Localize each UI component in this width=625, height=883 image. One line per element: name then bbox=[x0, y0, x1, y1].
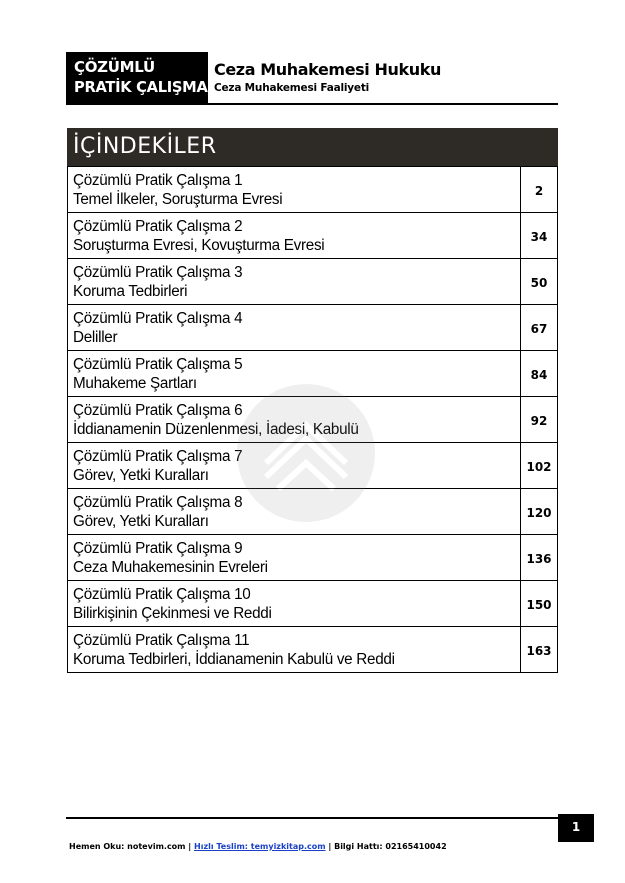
toc-entry bbox=[68, 305, 521, 351]
toc-entry bbox=[68, 213, 521, 259]
toc-table bbox=[67, 166, 558, 673]
table-of-contents bbox=[67, 128, 558, 673]
toc-entry-title: Çözümlü Pratik Çalışma 3 bbox=[73, 264, 243, 281]
toc-entry-title: Çözümlü Pratik Çalışma 7 bbox=[73, 448, 243, 465]
toc-row[interactable] bbox=[68, 397, 558, 443]
toc-entry-title: Çözümlü Pratik Çalışma 5 bbox=[73, 356, 243, 373]
toc-entry-subtitle: Görev, Yetki Kuralları bbox=[73, 513, 209, 530]
phone-info: Bilgi Hattı: 02165410042 bbox=[334, 842, 447, 851]
toc-row[interactable] bbox=[68, 351, 558, 397]
toc-row[interactable] bbox=[68, 489, 558, 535]
toc-entry-subtitle: Ceza Muhakemesinin Evreleri bbox=[73, 559, 268, 576]
toc-page-number: 34 bbox=[521, 213, 558, 259]
toc-row[interactable] bbox=[68, 627, 558, 673]
toc-entry-title: Çözümlü Pratik Çalışma 10 bbox=[73, 586, 251, 603]
toc-entry bbox=[68, 581, 521, 627]
footer-separator: | bbox=[325, 842, 335, 851]
toc-row[interactable] bbox=[68, 443, 558, 489]
toc-entry-subtitle: İddianamenin Düzenlenmesi, İadesi, Kabulü bbox=[73, 421, 359, 438]
toc-row[interactable] bbox=[68, 581, 558, 627]
toc-entry bbox=[68, 397, 521, 443]
footer-separator: | bbox=[185, 842, 195, 851]
brand-badge bbox=[66, 52, 208, 103]
brand-badge-line2: PRATİK ÇALIŞMA bbox=[74, 78, 208, 96]
toc-entry-subtitle: Koruma Tedbirleri bbox=[73, 283, 188, 300]
footer-divider bbox=[66, 817, 558, 819]
toc-entry-subtitle: Koruma Tedbirleri, İddianamenin Kabulü ve Reddi bbox=[73, 651, 395, 668]
toc-entry bbox=[68, 535, 521, 581]
toc-page-number: 163 bbox=[521, 627, 558, 673]
toc-page-number: 136 bbox=[521, 535, 558, 581]
read-online-text: Hemen Oku: notevim.com bbox=[69, 842, 186, 851]
toc-entry bbox=[68, 351, 521, 397]
toc-entry-title: Çözümlü Pratik Çalışma 8 bbox=[73, 494, 243, 511]
book-subtitle: Ceza Muhakemesi Faaliyeti bbox=[214, 82, 370, 94]
toc-row[interactable] bbox=[68, 259, 558, 305]
toc-entry-title: Çözümlü Pratik Çalışma 9 bbox=[73, 540, 243, 557]
toc-row[interactable] bbox=[68, 305, 558, 351]
toc-entry-subtitle: Soruşturma Evresi, Kovuşturma Evresi bbox=[73, 237, 325, 254]
toc-entry bbox=[68, 443, 521, 489]
toc-row[interactable] bbox=[68, 535, 558, 581]
toc-page-number: 67 bbox=[521, 305, 558, 351]
toc-entry-subtitle: Muhakeme Şartları bbox=[73, 375, 197, 392]
toc-page-number: 150 bbox=[521, 581, 558, 627]
toc-entry bbox=[68, 627, 521, 673]
toc-entry bbox=[68, 167, 521, 213]
toc-page-number: 50 bbox=[521, 259, 558, 305]
toc-entry-subtitle: Görev, Yetki Kuralları bbox=[73, 467, 209, 484]
toc-page-number: 102 bbox=[521, 443, 558, 489]
toc-entry-title: Çözümlü Pratik Çalışma 4 bbox=[73, 310, 243, 327]
toc-entry-title: Çözümlü Pratik Çalışma 2 bbox=[73, 218, 243, 235]
toc-row[interactable] bbox=[68, 213, 558, 259]
header-divider bbox=[66, 103, 558, 105]
toc-row[interactable] bbox=[68, 167, 558, 213]
toc-entry-subtitle: Deliller bbox=[73, 329, 118, 346]
toc-page-number: 2 bbox=[521, 167, 558, 213]
book-title: Ceza Muhakemesi Hukuku bbox=[214, 60, 441, 79]
toc-entry-title: Çözümlü Pratik Çalışma 6 bbox=[73, 402, 243, 419]
toc-entry bbox=[68, 259, 521, 305]
toc-entry bbox=[68, 489, 521, 535]
footer-info bbox=[69, 842, 447, 851]
toc-page-number: 92 bbox=[521, 397, 558, 443]
toc-heading: İÇİNDEKİLER bbox=[67, 128, 558, 166]
toc-page-number: 84 bbox=[521, 351, 558, 397]
toc-entry-subtitle: Temel İlkeler, Soruşturma Evresi bbox=[73, 191, 283, 208]
toc-entry-title: Çözümlü Pratik Çalışma 1 bbox=[73, 172, 243, 189]
toc-entry-title: Çözümlü Pratik Çalışma 11 bbox=[73, 632, 250, 649]
page-number: 1 bbox=[558, 814, 594, 842]
delivery-link[interactable]: Hızlı Teslim: temyizkitap.com bbox=[194, 842, 326, 851]
toc-entry-subtitle: Bilirkişinin Çekinmesi ve Reddi bbox=[73, 605, 272, 622]
brand-badge-line1: ÇÖZÜMLÜ bbox=[74, 58, 155, 76]
toc-page-number: 120 bbox=[521, 489, 558, 535]
